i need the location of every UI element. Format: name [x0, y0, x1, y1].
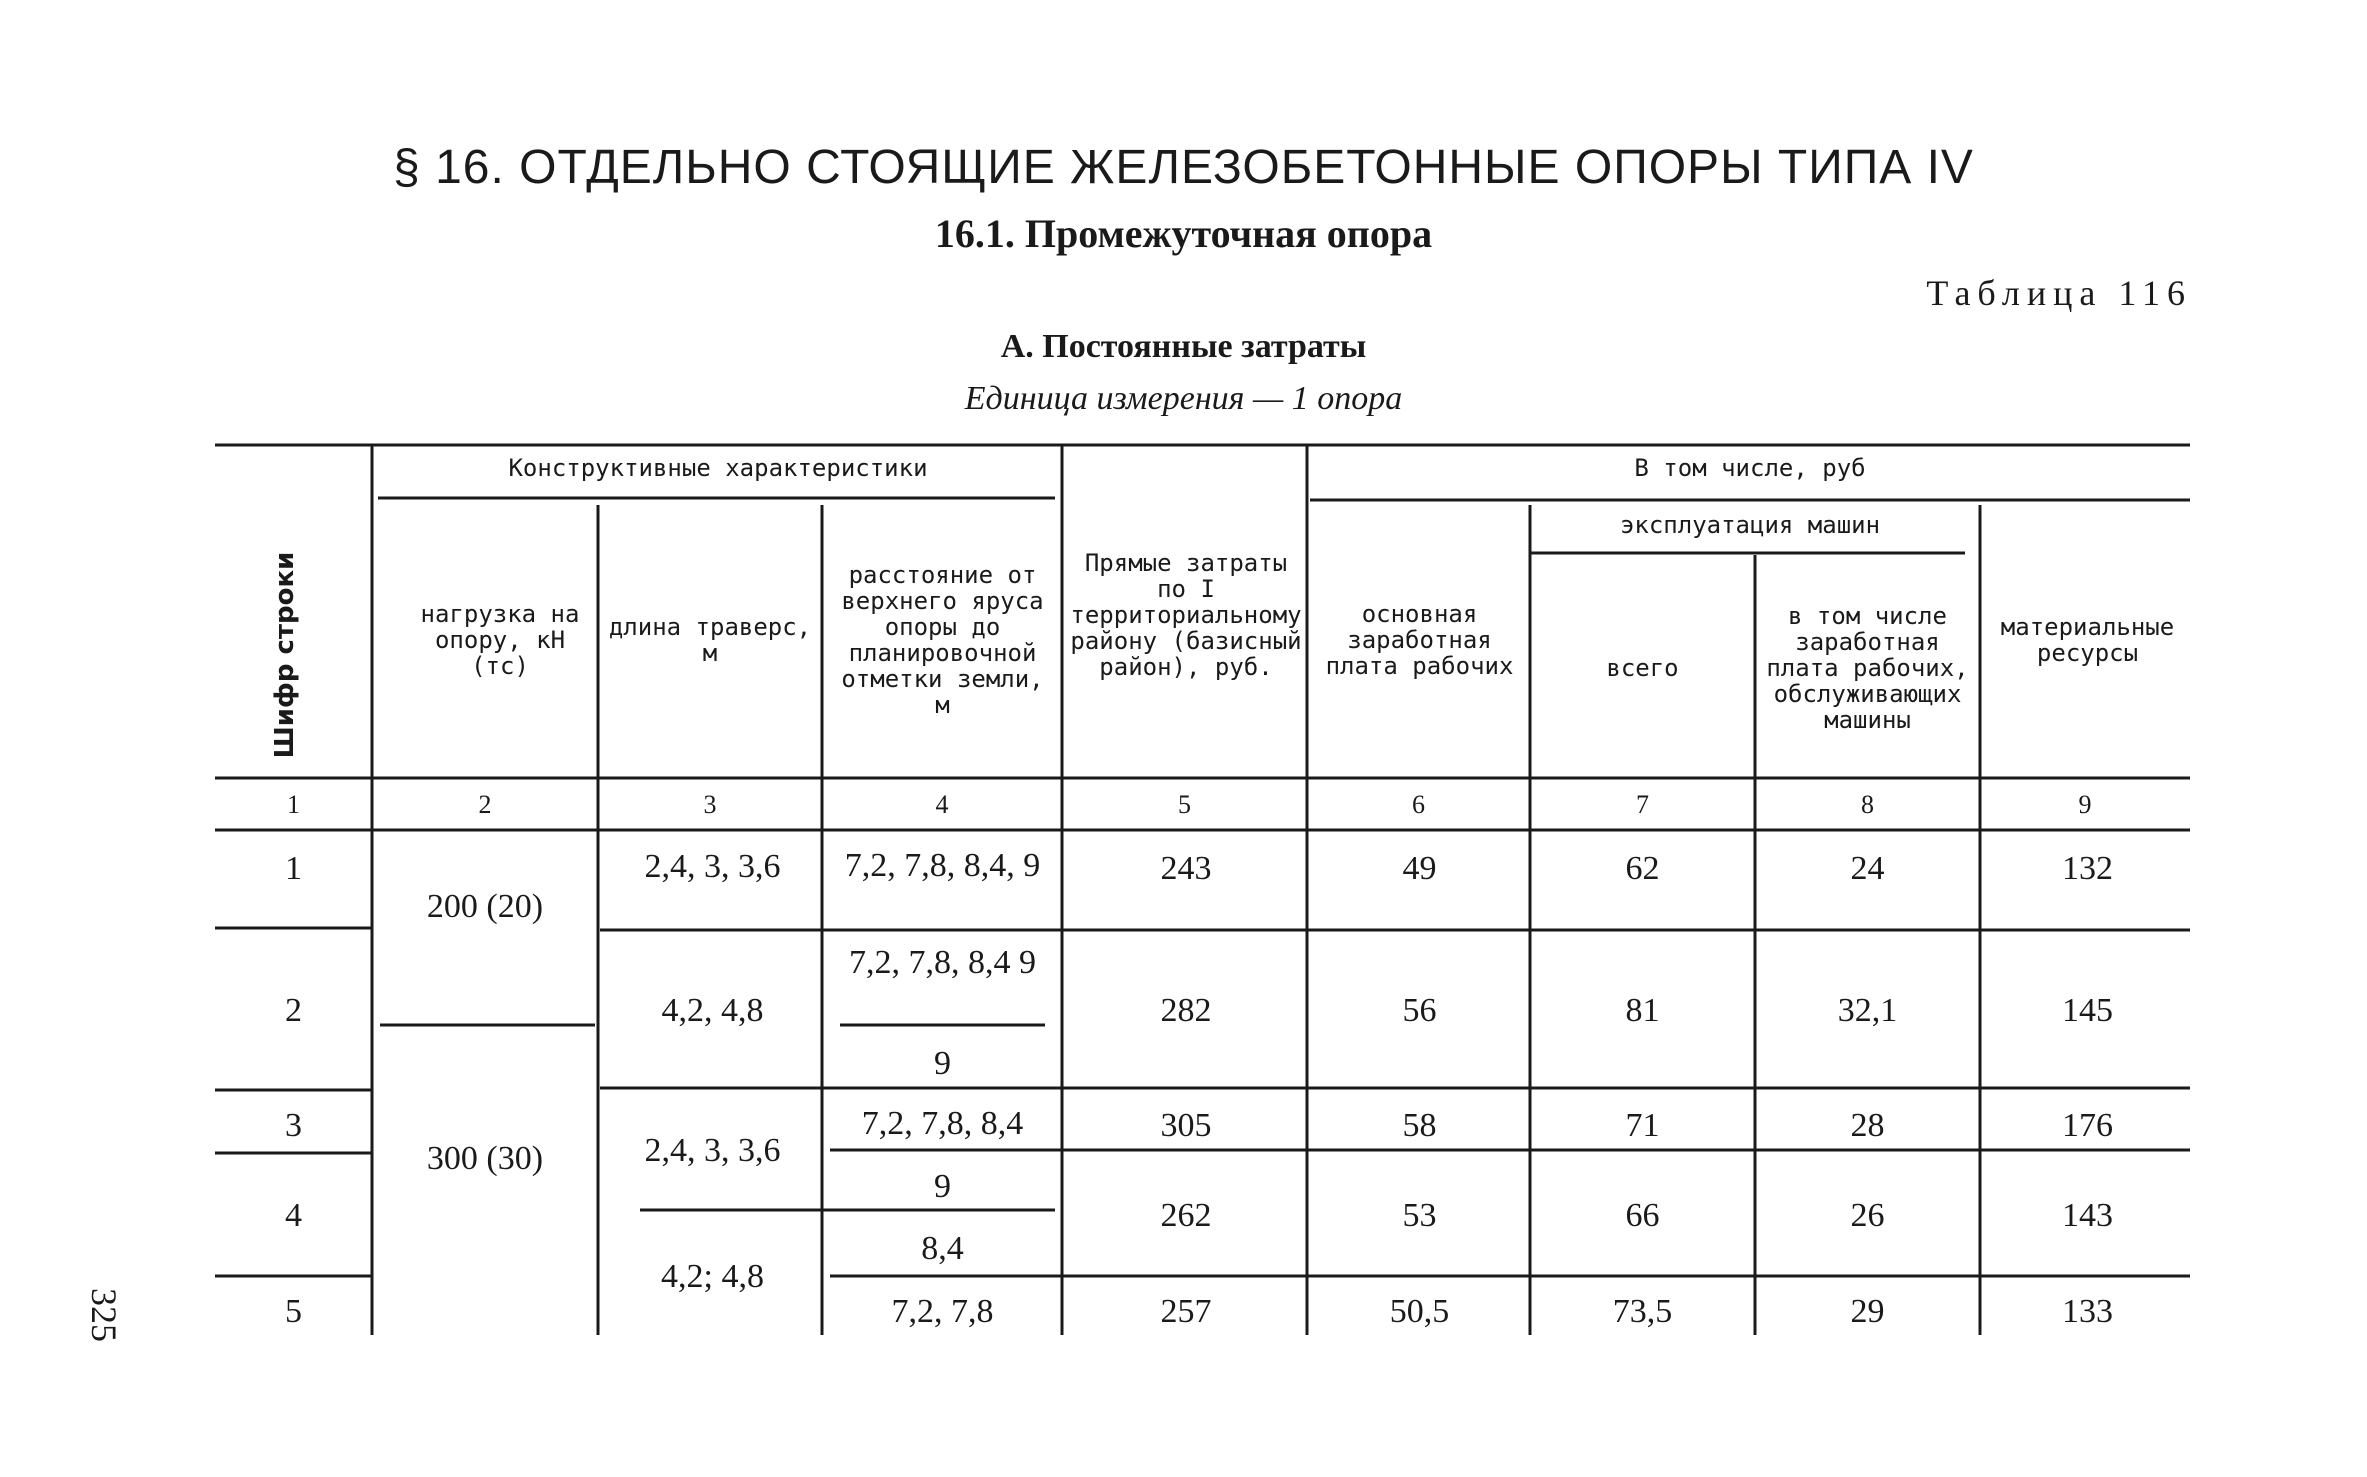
cell-machines-wage: 29	[1850, 1293, 1885, 1330]
cell-direct: 243	[1160, 850, 1212, 887]
header-materials: материальные ресурсы	[2000, 613, 2175, 667]
cell-direct: 262	[1160, 1197, 1212, 1234]
header-group-including: В том числе, руб	[1634, 454, 1866, 482]
header-crossarm-length: длина траверс, м	[608, 613, 812, 667]
cell-machines-wage: 32,1	[1837, 992, 1898, 1029]
column-number: 7	[1636, 790, 1649, 819]
cell-materials: 145	[2062, 992, 2113, 1029]
cell-machines-wage: 26	[1850, 1197, 1885, 1234]
header-direct-costs: Прямые затраты по I территориальному району (базисный район), руб.	[1070, 549, 1302, 681]
cell-machines-total: 71	[1625, 1107, 1660, 1144]
load-group-300: 300 (30)	[426, 1140, 544, 1177]
page-number: 325	[84, 1288, 124, 1342]
cell-wage: 56	[1402, 992, 1437, 1029]
cell-wage: 50,5	[1389, 1293, 1450, 1330]
cell-materials: 132	[2062, 850, 2113, 887]
cell-materials: 143	[2062, 1197, 2113, 1234]
column-number: 6	[1412, 790, 1425, 819]
cell-materials: 133	[2062, 1293, 2113, 1330]
cell-distance: 7,2, 7,8, 8,4, 9	[844, 847, 1041, 884]
cell-distance: 7,2, 7,8, 8,4	[861, 1105, 1024, 1142]
column-number: 1	[287, 790, 300, 819]
cell-distance: 7,2, 7,8	[891, 1293, 994, 1330]
cell-distance: 8,4	[921, 1230, 964, 1267]
header-machines-wage: в том числе заработная плата рабочих, обслуживающих машины	[1766, 601, 1969, 734]
header-machines-total: всего	[1606, 653, 1679, 682]
cell-direct: 282	[1160, 992, 1212, 1029]
cell-materials: 176	[2062, 1107, 2113, 1144]
cell-machines-total: 73,5	[1612, 1293, 1673, 1330]
unit-line: Единица измерения — 1 опора	[964, 380, 1403, 417]
cell-machines-total: 62	[1625, 850, 1660, 887]
column-number: 2	[478, 790, 492, 819]
row-code: 3	[285, 1107, 302, 1144]
column-number: 3	[703, 790, 717, 819]
header-distance: расстояние от верхнего яруса опоры до планировочной отметки земли, м	[841, 561, 1044, 719]
part-title: А. Постоянные затраты	[1000, 328, 1367, 365]
header-base-wage: основная заработная плата рабочих	[1325, 600, 1514, 680]
cell-direct: 257	[1160, 1293, 1212, 1330]
row-code: 1	[285, 850, 302, 887]
row-code: 5	[285, 1293, 302, 1330]
row-code: 4	[285, 1197, 302, 1234]
header-row-code: Шифр строки	[270, 551, 300, 759]
cell-machines-total: 66	[1625, 1197, 1660, 1234]
row-code: 2	[285, 992, 302, 1029]
cell-wage: 53	[1402, 1197, 1437, 1234]
column-number: 5	[1178, 790, 1191, 819]
cell-wage: 58	[1402, 1107, 1437, 1144]
cell-length: 2,4, 3, 3,6	[644, 848, 781, 885]
column-number: 9	[2078, 790, 2092, 819]
table-label: Таблица 116	[1926, 273, 2192, 313]
cell-length: 4,2, 4,8	[661, 992, 764, 1029]
column-number: 4	[935, 790, 949, 819]
header-group-machines: эксплуатация машин	[1619, 511, 1881, 539]
cell-length: 2,4, 3, 3,6	[644, 1132, 781, 1169]
cell-machines-wage: 28	[1850, 1107, 1885, 1144]
section-title: § 16. ОТДЕЛЬНО СТОЯЩИЕ ЖЕЛЕЗОБЕТОННЫЕ ОПОРЫ ТИПА IV	[393, 141, 1974, 194]
cell-machines-wage: 24	[1850, 850, 1885, 887]
cell-distance: 7,2, 7,8, 8,4 9	[849, 944, 1036, 981]
load-group-200: 200 (20)	[426, 888, 544, 925]
cell-distance: 9	[934, 1168, 951, 1205]
cell-wage: 49	[1402, 850, 1437, 887]
header-load: нагрузка на опору, кН (тс)	[420, 600, 580, 680]
column-number: 8	[1861, 790, 1874, 819]
subsection-title: 16.1. Промежуточная опора	[934, 211, 1433, 256]
cell-direct: 305	[1160, 1107, 1212, 1144]
cell-distance: 9	[934, 1045, 951, 1082]
cell-machines-total: 81	[1625, 992, 1660, 1029]
cell-length: 4,2; 4,8	[661, 1258, 764, 1295]
header-group-design: Конструктивные характеристики	[508, 454, 928, 482]
